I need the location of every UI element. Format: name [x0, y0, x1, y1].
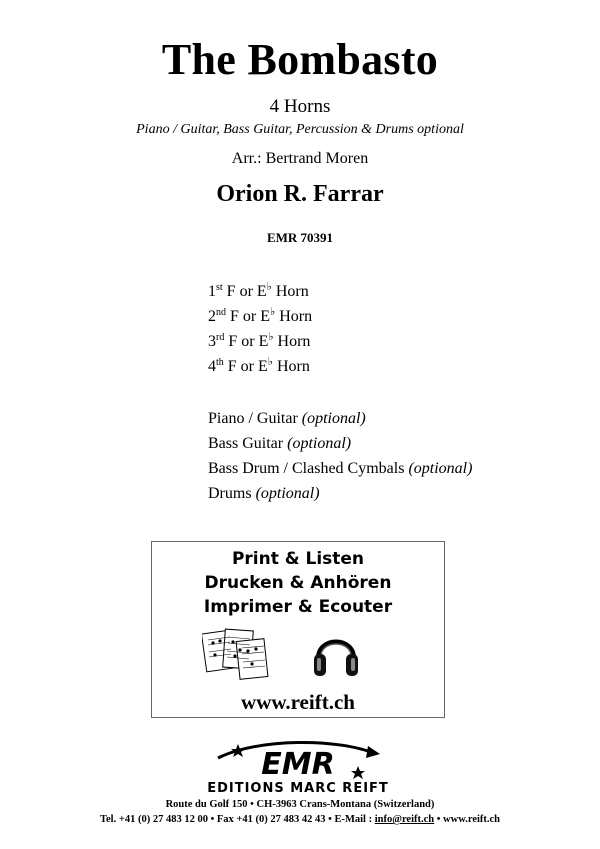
part-item: 1st F or E♭ Horn [208, 281, 309, 300]
part-item: Drums (optional) [208, 485, 320, 502]
headphones-icon [312, 626, 360, 680]
svg-text:EDITIONS MARC REIFT: EDITIONS MARC REIFT [207, 781, 389, 796]
promo-line-de: Drucken & Anhören [204, 573, 392, 593]
part-item: 3rd F or E♭ Horn [208, 331, 311, 350]
horn-parts-list [208, 279, 312, 379]
subtitle: 4 Horns [269, 96, 331, 117]
website-link[interactable]: www.reift.ch [241, 690, 355, 714]
page-title: The Bombasto [161, 35, 439, 84]
email-link[interactable]: info@reift.ch [374, 814, 435, 825]
part-item: 4th F or E♭ Horn [208, 356, 310, 375]
publisher-address: Route du Golf 150 • CH-3963 Crans-Montana (Switzerland) [165, 799, 435, 810]
composer: Orion R. Farrar [216, 181, 384, 207]
publisher-contact: Tel. +41 (0) 27 483 12 00 • Fax +41 (0) 27 483 42 43 • E-Mail : info@reift.ch • www.reift.ch [99, 814, 501, 825]
catalog-number: EMR 70391 [266, 230, 334, 245]
part-item: 2nd F or E♭ Horn [208, 306, 313, 325]
instrumentation: Piano / Guitar, Bass Guitar, Percussion & Drums optional [136, 122, 464, 137]
emr-logo [198, 736, 398, 796]
part-item: Bass Drum / Clashed Cymbals (optional) [208, 460, 473, 477]
arranger: Arr.: Bertrand Moren [231, 150, 369, 167]
svg-text:EMR: EMR [261, 747, 335, 782]
print-listen-box [151, 541, 445, 718]
promo-line-en: Print & Listen [231, 549, 365, 569]
part-item: Piano / Guitar (optional) [208, 410, 366, 427]
promo-line-fr: Imprimer & Ecouter [203, 597, 393, 617]
sheet-music-icon [202, 626, 272, 682]
part-item: Bass Guitar (optional) [208, 435, 352, 452]
other-parts-list [208, 406, 472, 506]
